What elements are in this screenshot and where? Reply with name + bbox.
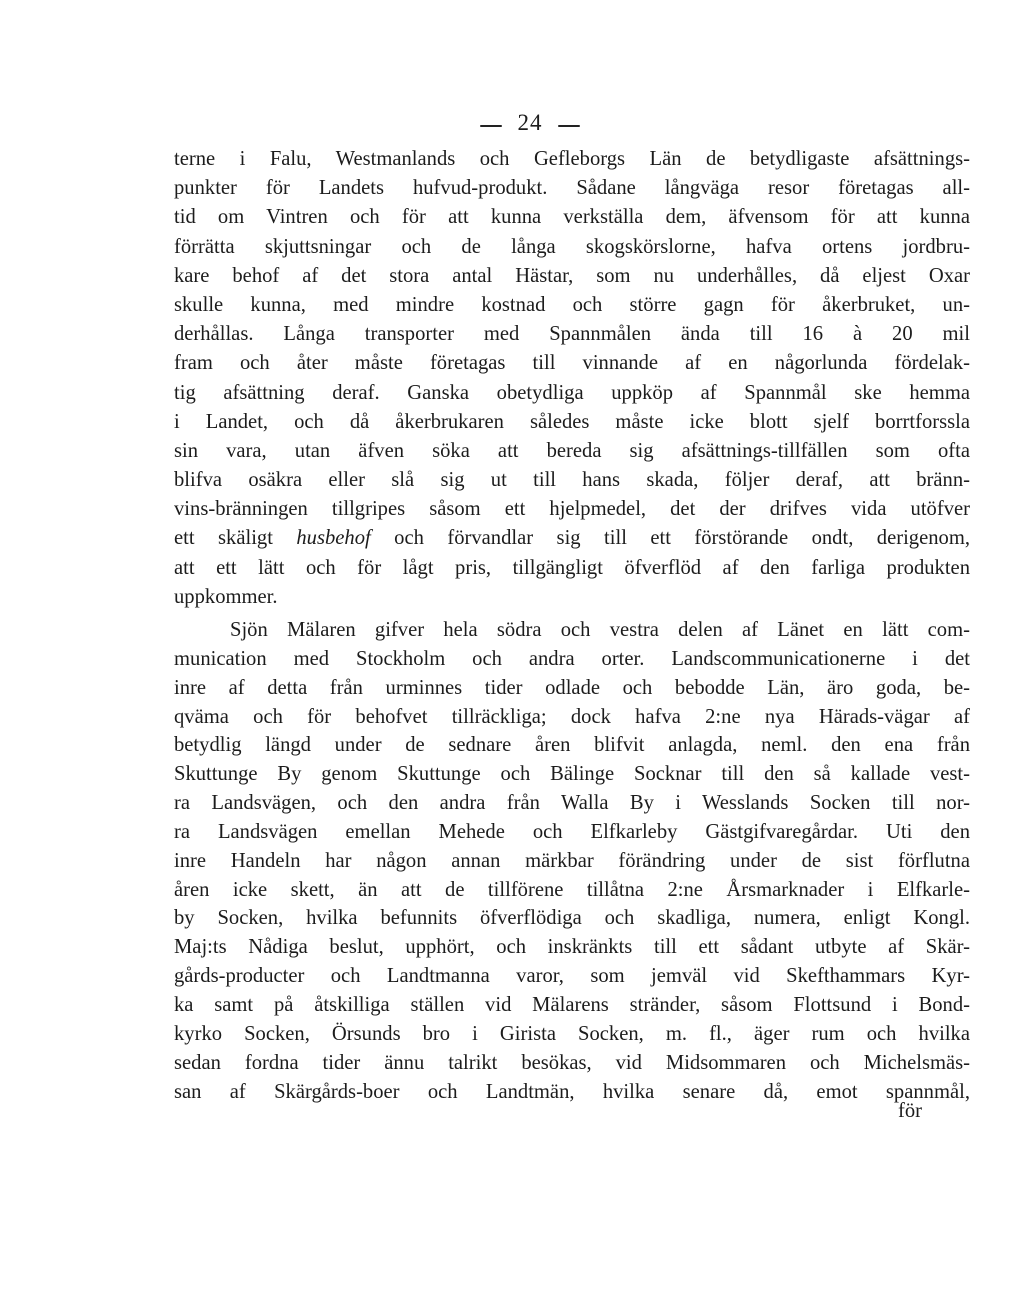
text-line: i Landet, och då åkerbrukaren således måste icke blott sjelf borrtforssla bbox=[174, 410, 970, 433]
text-line: betydlig längd under de sednare åren blifvit anlagda, neml. den ena från bbox=[174, 734, 970, 757]
text-line: derhållas. Långa transporter med Spannmålen ända till 16 à 20 mil bbox=[174, 323, 970, 346]
text-line: tid om Vintren och för att kunna verkställa dem, äfvensom för att kunna bbox=[174, 206, 970, 229]
text-line: ra Landsvägen, och den andra från Walla By i Wesslands Socken till nor- bbox=[174, 792, 970, 815]
text-line: sedan fordna tider ännu talrikt besökas, vid Midsommaren och Michelsmäs- bbox=[174, 1051, 970, 1074]
text-line: by Socken, hvilka befunnits öfverflödiga och skadliga, numera, enligt Kongl. bbox=[174, 907, 970, 930]
text-line: ett skäligt husbehof och förvandlar sig till ett förstörande ondt, derigenom, bbox=[174, 527, 970, 550]
text-line: inre Handeln har någon annan märkbar förändring under de sist förflutna bbox=[174, 849, 970, 872]
text-line: skulle kunna, med mindre kostnad och större gagn för åkerbruket, un- bbox=[174, 293, 970, 316]
text-line: tig afsättning deraf. Ganska obetydliga uppköp af Spannmål ske hemma bbox=[174, 381, 970, 404]
italic-word: husbehof bbox=[296, 527, 371, 550]
text-line: att ett lätt och för lågt pris, tillgängligt öfverflöd af den farliga produkten bbox=[174, 556, 970, 579]
text-line: inre af detta från urminnes tider odlade och bebodde Län, äro goda, be- bbox=[174, 676, 970, 699]
text-line: punkter för Landets hufvud-produkt. Sådane långväga resor företagas all- bbox=[174, 177, 970, 200]
text-line: Maj:ts Nådiga beslut, upphört, och inskränkts till ett sådant utbyte af Skär- bbox=[174, 936, 970, 959]
text-line: san af Skärgårds-boer och Landtmän, hvilka senare då, emot spannmål, bbox=[174, 1080, 970, 1103]
text-line: vins-bränningen tillgripes såsom ett hjelpmedel, det der drifves vida utöfver bbox=[174, 498, 970, 521]
text-line: qväma och för behofvet tillräckliga; dock hafva 2:ne nya Härads-vägar af bbox=[174, 705, 970, 728]
text-line: blifva osäkra eller slå sig ut till hans skada, följer deraf, att bränn- bbox=[174, 469, 970, 492]
catchword: för bbox=[898, 1100, 923, 1122]
page-header bbox=[470, 104, 590, 144]
header-dash-right bbox=[558, 125, 580, 127]
paragraph-1 bbox=[174, 145, 970, 612]
page-number: 24 bbox=[517, 110, 543, 135]
text-line: ra Landsvägen emellan Mehede och Elfkarleby Gästgifvaregårdar. Uti den bbox=[174, 820, 970, 843]
text-line: terne i Falu, Westmanlands och Gefleborgs Län de betydligaste afsättnings- bbox=[174, 148, 970, 170]
text-line: Skuttunge By genom Skuttunge och Bälinge Socknar till den så kallade vest- bbox=[174, 763, 970, 786]
text-line: förrätta skjuttsningar och de långa skogskörslorne, hafva ortens jordbru- bbox=[174, 235, 970, 258]
text-line: munication med Stockholm och andra orter. Landscommunicationerne i det bbox=[174, 647, 970, 670]
text-line: ka samt på åtskilliga ställen vid Mälarens stränder, såsom Flottsund i Bond- bbox=[174, 993, 970, 1016]
text-line: gårds-producter och Landtmanna varor, som jemväl vid Skefthammars Kyr- bbox=[174, 965, 970, 988]
text-line: kare behof af det stora antal Hästar, som nu underhålles, då eljest Oxar bbox=[174, 264, 970, 287]
text-line: uppkommer. bbox=[174, 585, 278, 608]
text-line: sin vara, utan äfven söka att bereda sig afsättnings-tillfällen som ofta bbox=[174, 439, 970, 462]
text-line: Sjön Mälaren gifver hela södra och vestra delen af Länet en lätt com- bbox=[230, 619, 970, 641]
text-line: åren icke skett, än att de tillförene tillåtna 2:ne Årsmarknader i Elfkarle- bbox=[174, 878, 970, 901]
text-line: fram och åter måste företagas till vinnande af en någorlunda fördelak- bbox=[174, 352, 970, 375]
text-line: kyrko Socken, Örsunds bro i Girista Socken, m. fl., äger rum och hvilka bbox=[174, 1022, 970, 1045]
paragraph-2 bbox=[174, 616, 970, 1106]
